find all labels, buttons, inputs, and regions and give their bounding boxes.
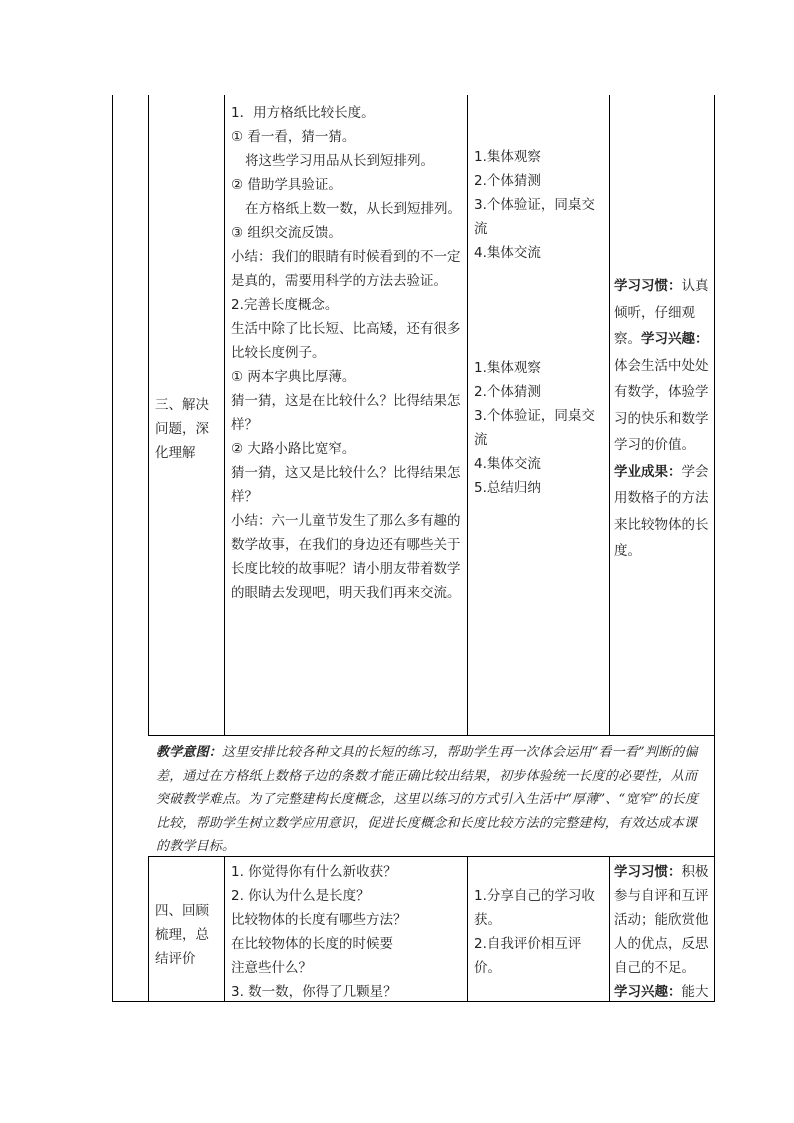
activity-item: 1.集体观察 <box>474 149 541 165</box>
content-line: 将这些学习用品从长到短排列。 <box>245 153 434 169</box>
column-divider <box>224 95 225 735</box>
goal-habit <box>614 273 712 459</box>
stage-label: 四、回顾梳理，总结评价 <box>155 903 209 967</box>
stage-cell-4 <box>155 899 221 971</box>
activities-cell-4 <box>474 884 604 980</box>
goal-habit <box>614 860 712 980</box>
goals-cell-3 <box>614 273 712 565</box>
content-line: 3. 数一数，你得了几颗星？ <box>231 984 397 1000</box>
goal-label: 学习习惯： <box>614 864 682 880</box>
content-line: 生活中除了比长短、比高矮，还有很多比较长度例子。 <box>231 321 461 361</box>
goal-text: 体会生活中处处有数学，体验学习的快乐和数学学习的价值。 <box>614 357 709 453</box>
activity-item: 2.个体猜测 <box>474 173 541 189</box>
goal-label: 学业成果： <box>614 463 682 480</box>
goal-label: 学习兴趣： <box>614 984 682 1000</box>
activity-item: 3.个体验证，同桌交流 <box>474 408 595 448</box>
goal-text: 学会用数格子的方法来比较物体的长度。 <box>614 463 709 559</box>
content-cell-4 <box>231 860 463 1004</box>
content-line: 2.完善长度概念。 <box>231 297 339 313</box>
content-line: ③ 组织交流反馈。 <box>231 225 342 241</box>
content-line: 小结：六一儿童节发生了那么多有趣的数学故事，在我们的身边还有哪些关于长度比较的故事呢？请小朋友带着数学的眼睛去发现吧，明天我们再来交流。 <box>231 513 461 601</box>
content-line: 1. 你觉得你有什么新收获？ <box>231 864 397 880</box>
content-line: 猜一猜，这是在比较什么？比得结果怎样？ <box>231 393 461 433</box>
intent-label: 教学意图： <box>156 745 223 760</box>
activities-cell-3b <box>474 356 604 500</box>
activity-item: 1.集体观察 <box>474 360 541 376</box>
table-border-right <box>714 95 715 1002</box>
content-cell-3 <box>231 101 463 605</box>
goal-label: 学习习惯： <box>614 278 682 294</box>
content-line: ② 借助学具验证。 <box>231 177 342 193</box>
goal-text: 认真倾听，仔细观察。 <box>614 278 709 347</box>
teaching-intent <box>156 741 708 859</box>
content-line: ① 看一看，猜一猜。 <box>231 129 356 145</box>
content-line: 注意些什么？ <box>231 960 312 976</box>
content-line: 比较物体的长度有哪些方法？ <box>231 912 407 928</box>
activities-cell-3a <box>474 145 604 265</box>
column-divider <box>609 856 610 1002</box>
stage-cell-3 <box>155 393 221 465</box>
content-line: 2. 你认为什么是长度？ <box>231 888 370 904</box>
activity-item: 3.个体验证，同桌交流 <box>474 197 595 237</box>
content-line: ② 大路小路比宽窄。 <box>231 441 356 457</box>
intent-text: 这里安排比较各种文具的长短的练习，帮助学生再一次体会运用“看一看”判断的偏差，通过在方格纸上数格子边的条数才能正确比较出结果，初步体验统一长度的必要性，从而突破教学难点。为了完整建构长度概念，这里以练习的方式引入生活中“厚薄”、“宽窄”的长度比较，帮助学生树立数学应用意识，促进长度概念和长度比较方法的完整建构，有效达成本课的教学目标。 <box>156 745 699 854</box>
column-divider <box>467 95 468 735</box>
column-divider <box>148 856 149 1002</box>
activity-item: 2.自我评价相互评价。 <box>474 936 582 976</box>
goal-text: 积极参与自评和互评活动；能欣赏他人的优点，反思自己的不足。 <box>614 864 709 976</box>
goals-cell-4 <box>614 860 712 1004</box>
goal-label: 学习兴趣： <box>641 331 709 347</box>
content-line: 猜一猜，这又是比较什么？比得结果怎样？ <box>231 465 461 505</box>
content-line: 在比较物体的长度的时候要 <box>231 936 393 952</box>
activity-item: 2.个体猜测 <box>474 384 541 400</box>
activity-item: 4.集体交流 <box>474 456 541 472</box>
column-divider <box>224 856 225 1002</box>
row-divider <box>148 735 715 736</box>
column-divider <box>609 95 610 735</box>
content-line: 小结：我们的眼睛有时候看到的不一定是真的，需要用科学的方法去验证。 <box>231 249 461 289</box>
column-divider <box>148 95 149 735</box>
activity-item: 4.集体交流 <box>474 245 541 261</box>
goal-result <box>614 459 712 565</box>
goal-interest <box>614 980 712 1004</box>
goal-text: 能大 <box>681 984 709 1000</box>
table-border-left <box>112 95 113 1002</box>
activity-item: 5.总结归纳 <box>474 480 541 496</box>
content-line: 在方格纸上数一数，从长到短排列。 <box>245 201 461 217</box>
activity-item: 1.分享自己的学习收获。 <box>474 888 595 928</box>
content-line: 1．用方格纸比较长度。 <box>231 105 375 121</box>
column-divider <box>467 856 468 1002</box>
content-line: ① 两本字典比厚薄。 <box>231 369 356 385</box>
stage-label: 三、解决问题，深化理解 <box>155 397 209 461</box>
